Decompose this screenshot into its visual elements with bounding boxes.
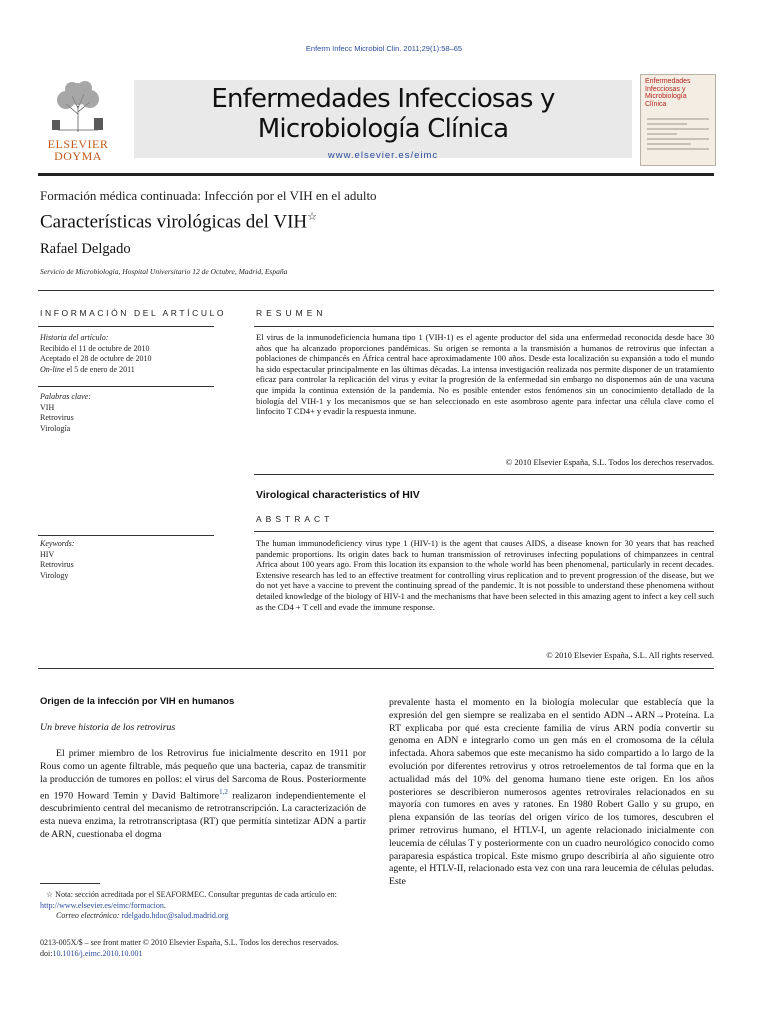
head-divider (38, 290, 714, 291)
author-affiliation: Servicio de Microbiología, Hospital Universitario 12 de Octubre, Madrid, España (40, 267, 288, 276)
abstract-end-divider (38, 668, 714, 669)
publisher-name: ELSEVIER DOYMA (47, 137, 109, 163)
en-keywords-divider (38, 535, 214, 536)
tree-logo-icon (46, 80, 110, 134)
body-paragraph: prevalente hasta el momento en la biología molecular que establecía que la expresión del gen siempre se realizaba en el sentido ADN→ARN→Proteína. La RT explicaba por qué esta creciente familia de virus ARN podía convertir su genoma en ADN e integrarlo como un gen más en el cromosoma de la célula infectada. Ahora sabemos que este mecanismo ha sido compartido a lo largo de la evolución por diferentes retrovirus y otros retroelementos de tal forma que en la actualidad más del 10% del genoma humano tiene este origen. En los años posteriores se describieron numerosos agentes retrovirales relacionados en su mayoría con tumores en aves y ratones. En 1980 Robert Gallo y su grupo, en plena expansión de las teorías del origen vírico de los tumores, descubren el primer retrovirus humano, el HTLV-I, un agente relacionado inicialmente con leucemia de células T y posteriormente con un cuadro neurológico conocido como paraparesia espástica tropical. Este mismo grupo describiría al año siguiente otro agente, el HTLV-II, relacionado esta vez con una rara leucemia de células peludas. Este (389, 697, 714, 888)
resumen-copyright: © 2010 Elsevier España, S.L. Todos los derechos reservados. (505, 457, 714, 467)
email-link[interactable]: rdelgado.hdoc@salud.madrid.org (121, 911, 229, 920)
footnote: ☆ Nota: sección acreditada por el SEAFORMEC. Consultar preguntas de cada artículo en: http://www.elsevier.es/eimc/formacion. Correo electrónico: rdelgado.hdoc@salud.madrid.org (40, 890, 337, 920)
keywords-divider (38, 386, 214, 387)
resumen-heading: RESUMEN (256, 308, 327, 318)
english-title: Virological characteristics of HIV (256, 489, 420, 501)
abstract-copyright: © 2010 Elsevier España, S.L. All rights reserved. (546, 650, 714, 660)
keyword: Virología (40, 423, 71, 433)
elsevier-logo (38, 80, 118, 162)
keyword: HIV (40, 549, 55, 559)
footnote-mark: ☆ (46, 890, 54, 899)
abstract-text: The human immunodeficiency virus type 1 (HIV-1) is the agent that causes AIDS, a disease known for 30 years that has reached pandemic proportions. Its origin dates back to human transmission of retroviruses infecting populations of chimpanzees in central Africa about 100 years ago. From this location its expansion to the whole world has been phenomenal, particularly in recent decades. Extensive research has led to an effective treatment for controlling virus replication and to prevent progression of the disease, but we do not yet have a vaccine to prevent the continuing spread of the pandemic. It is not possible to understand these phenomena without detailed knowledge of the biology of HIV-1 and the mechanisms that have been selected in this amazing agent to infect a key cell such as the CD4 + T cell and evade the immune response. (256, 538, 714, 612)
title-footnote-mark[interactable]: ☆ (307, 211, 318, 223)
body-left-column (40, 748, 366, 842)
resumen-text: El virus de la inmunodeficiencia humana tipo 1 (VIH-1) es el agente productor del sida una enfermedad reconocida desde hace 30 años que ha alcanzado proporciones pandémicas. Su origen se remonta a la transmisión a humanos de retrovirus que infectan a poblaciones de chimpancés en África central hace aproximadamente 100 años. Desde esta localización su expansión a todo el mundo ha sido espectacular principalmente en las últimas décadas. La intensa investigación realizada nos permite disponer de un tratamiento eficaz para controlar la replicación del virus y evitar la progresión de la enfermedad sin embargo no disponemos aún de una vacuna que impida la continua extensión de la pandemia. No es posible entender estos fenómenos sin un conocimiento detallado de la biología del VIH-1 y los mecanismos que se han seleccionado en este asombroso agente para infectar una célula clave como el linfocito T CD4+ y evadir la respuesta inmune. (256, 332, 714, 417)
body-paragraph: El primer miembro de los Retrovirus fue inicialmente descrito en 1911 por Rous como un agente filtrable, más pequeño que una bacteria, capaz de transmitir la producción de tumores en pollos: el virus del Sarcoma de Rous. Posteriormente en 1970 Howard Temin y David Baltimore$^{1,2}$ realizaron independientemente el descubrimiento central del mecanismo de retrotranscripción. La caracterización de esta nueva enzima, la retrotranscriptasa (RT) que permitía sintetizar ADN a partir de ARN, cuestionaba el dogma (40, 748, 367, 841)
keyword: Retrovirus (40, 413, 74, 422)
masthead-divider (38, 173, 714, 176)
keyword: VIH (40, 402, 55, 412)
abstract-divider (254, 531, 714, 532)
issn-line: 0213-005X/$ – see front matter © 2010 Elsevier España, S.L. Todos los derechos reservados. (40, 938, 339, 947)
article-title: Características virológicas del VIH☆ (40, 211, 318, 233)
resumen-end-divider (254, 474, 714, 475)
journal-title: Enfermedades Infecciosas y Microbiología Clínica (211, 84, 555, 144)
body-heading: Origen de la infección por VIH en humanos (40, 696, 235, 707)
keyword: Virology (40, 570, 69, 580)
section-label: Formación médica continuada: Infección por el VIH en el adulto (40, 188, 377, 203)
footnote-divider (40, 883, 100, 884)
cover-text-lines (641, 115, 715, 153)
body-subheading: Un breve historia de los retrovirus (40, 722, 176, 733)
info-divider (38, 326, 214, 327)
keyword: Retrovirus (40, 560, 74, 569)
reference-link[interactable]: 1,2 (219, 788, 228, 797)
journal-cover-thumbnail[interactable] (640, 74, 716, 166)
abstract-heading: ABSTRACT (256, 514, 334, 524)
journal-citation[interactable]: Enferm Infecc Microbiol Clin. 2011;29(1):58–65 (305, 44, 463, 53)
author-name[interactable]: Rafael Delgado (40, 241, 131, 257)
formacion-link[interactable]: http://www.elsevier.es/eimc/formacion (40, 900, 164, 910)
cover-title: Enfermedades Infecciosas y Microbiología Clínica (645, 78, 691, 108)
keywords-es: Palabras clave: VIH Retrovirus Virología (40, 392, 216, 434)
masthead (38, 70, 730, 170)
journal-url[interactable]: www.elsevier.es/eimc (327, 150, 439, 161)
body-right-column (389, 697, 714, 889)
article-history: Historia del artículo: Recibido el 11 de octubre de 2010 Aceptado el 28 de octubre de 2010 On-line el 5 de enero de 2011 (40, 333, 152, 374)
keywords-en: Keywords: HIV Retrovirus Virology (40, 539, 216, 581)
doi-link[interactable]: 10.1016/j.eimc.2010.10.001 (52, 948, 143, 958)
article-info-heading: INFORMACIÓN DEL ARTÍCULO (40, 308, 227, 318)
resumen-divider (254, 326, 714, 327)
bottom-info: 0213-005X/$ – see front matter © 2010 Elsevier España, S.L. Todos los derechos reservados. doi:10.1016/j.eimc.2010.10.001 (40, 938, 716, 959)
